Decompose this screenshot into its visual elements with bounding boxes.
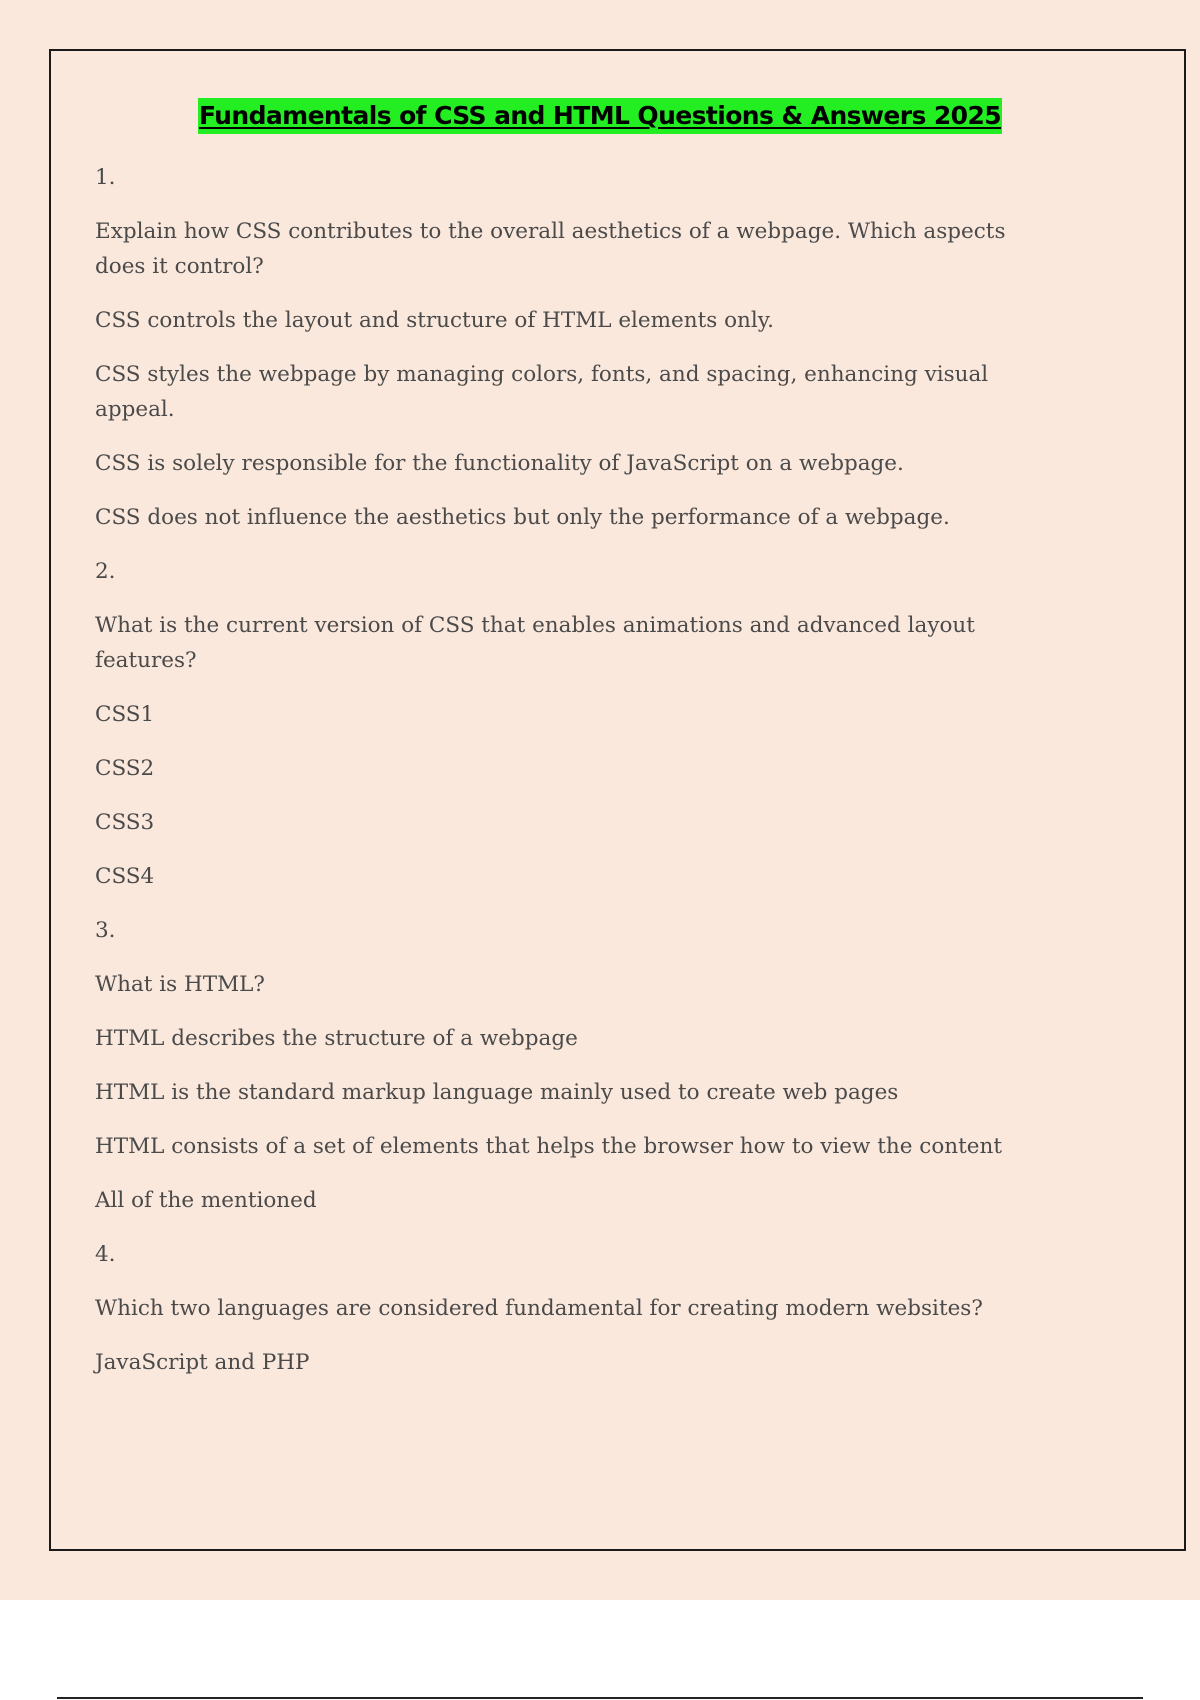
answer-option: CSS3 [95,810,155,835]
footer-divider [57,1697,1143,1699]
answer-option: CSS controls the layout and structure of HTML elements only. [95,308,774,333]
answer-option: HTML describes the structure of a webpage [95,1026,578,1051]
question-text: Explain how CSS contributes to the overall aesthetics of a webpage. Which aspects does it control? [95,219,1006,279]
question-text: What is HTML? [95,972,265,997]
document-title: Fundamentals of CSS and HTML Questions & Answers 2025 [198,98,1002,134]
question-number: 4. [95,1242,116,1267]
answer-option: CSS1 [95,702,155,727]
answer-option: HTML is the standard markup language mainly used to create web pages [95,1080,899,1105]
answer-option: CSS is solely responsible for the functionality of JavaScript on a webpage. [95,451,904,476]
answer-option: All of the mentioned [95,1188,317,1213]
question-content [95,160,1055,1399]
answer-option: CSS styles the webpage by managing colors, fonts, and spacing, enhancing visual appeal. [95,362,989,422]
title-container [0,98,1200,134]
answer-option: JavaScript and PHP [95,1350,310,1375]
answer-option: HTML consists of a set of elements that helps the browser how to view the content [95,1134,1002,1159]
answer-option: CSS4 [95,864,155,889]
question-number: 3. [95,918,116,943]
answer-option: CSS2 [95,756,155,781]
question-number: 2. [95,559,116,584]
question-text: What is the current version of CSS that enables animations and advanced layout features? [95,613,975,673]
answer-option: CSS does not influence the aesthetics but only the performance of a webpage. [95,505,950,530]
question-text: Which two languages are considered fundamental for creating modern websites? [95,1296,983,1321]
question-number: 1. [95,165,116,190]
